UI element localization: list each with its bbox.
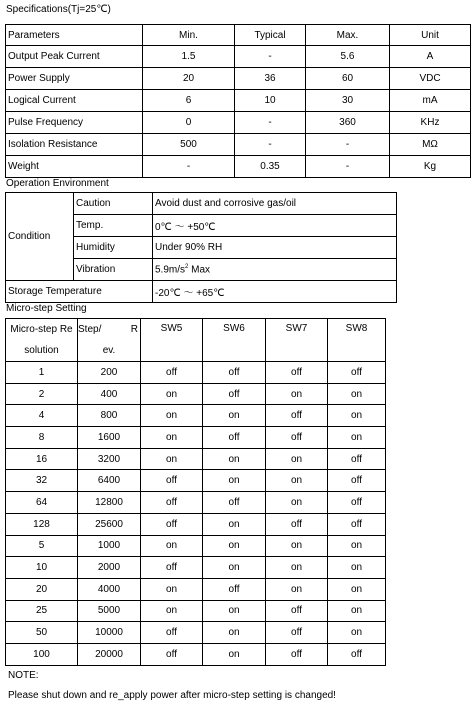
env-title: Operation Environment <box>6 178 109 189</box>
micro-cell: off <box>328 448 386 470</box>
env-row-value: Under 90% RH <box>153 237 397 259</box>
micro-cell: off <box>266 643 328 665</box>
micro-row <box>6 492 386 514</box>
micro-cell: on <box>141 405 203 427</box>
micro-cell: 4000 <box>78 578 141 600</box>
env-row-label: Caution <box>74 193 153 215</box>
micro-table <box>5 318 386 666</box>
micro-header-resolution <box>6 319 78 362</box>
env-row-value: Avoid dust and corrosive gas/oil <box>153 193 397 215</box>
micro-cell: 6400 <box>78 470 141 492</box>
micro-cell: on <box>203 405 266 427</box>
micro-row <box>6 513 386 535</box>
micro-cell: off <box>141 362 203 384</box>
spec-header-min: Min. <box>143 25 235 46</box>
env-table <box>5 192 397 303</box>
micro-header-step: Step/ <box>78 324 102 335</box>
micro-header-sw7: SW7 <box>266 319 328 362</box>
micro-cell: on <box>141 427 203 449</box>
spec-header-max: Max. <box>306 25 390 46</box>
spec-cell: Power Supply <box>6 68 143 90</box>
note-label: NOTE: <box>8 670 39 681</box>
micro-cell: on <box>266 470 328 492</box>
spec-cell: Weight <box>6 156 143 178</box>
spec-cell: mA <box>390 90 471 112</box>
micro-cell: on <box>266 448 328 470</box>
micro-cell: on <box>141 600 203 622</box>
micro-cell: on <box>141 535 203 557</box>
vibration-value: 5.9m/s <box>155 264 186 276</box>
micro-cell: off <box>328 470 386 492</box>
env-storage-row <box>6 281 397 303</box>
micro-cell: 100 <box>6 643 78 665</box>
micro-header-sw5: SW5 <box>141 319 203 362</box>
spec-cell: 5.6 <box>306 46 390 68</box>
env-row-label: Vibration <box>74 259 153 281</box>
micro-row <box>6 470 386 492</box>
spec-cell: MΩ <box>390 134 471 156</box>
micro-cell: off <box>266 362 328 384</box>
micro-cell: on <box>266 492 328 514</box>
micro-cell: off <box>141 622 203 644</box>
env-row-label: Temp. <box>74 215 153 237</box>
spec-cell: 0.35 <box>235 156 306 178</box>
micro-cell: off <box>141 470 203 492</box>
micro-cell: off <box>141 513 203 535</box>
micro-cell: off <box>328 492 386 514</box>
micro-cell: 200 <box>78 362 141 384</box>
spec-cell: - <box>306 156 390 178</box>
note-text: Please shut down and re_apply power after micro-step setting is changed! <box>8 690 336 701</box>
micro-row <box>6 600 386 622</box>
spec-row <box>6 112 471 134</box>
micro-cell: on <box>328 578 386 600</box>
micro-cell: on <box>141 383 203 405</box>
micro-cell: 64 <box>6 492 78 514</box>
micro-header-sw6: SW6 <box>203 319 266 362</box>
spec-cell: 36 <box>235 68 306 90</box>
micro-cell: off <box>266 405 328 427</box>
micro-cell: 8 <box>6 427 78 449</box>
micro-cell: 50 <box>6 622 78 644</box>
micro-cell: 2 <box>6 383 78 405</box>
spec-cell: - <box>235 46 306 68</box>
spec-cell: Isolation Resistance <box>6 134 143 156</box>
micro-cell: off <box>203 362 266 384</box>
spec-cell: 360 <box>306 112 390 134</box>
micro-header-resolution-line1: Micro-step Re <box>10 324 73 335</box>
micro-header-resolution-line2: solution <box>24 345 59 356</box>
micro-header-r: R <box>130 324 138 335</box>
spec-cell: 20 <box>143 68 235 90</box>
micro-cell: 3200 <box>78 448 141 470</box>
micro-cell: on <box>203 535 266 557</box>
micro-cell: on <box>203 643 266 665</box>
spec-cell: - <box>143 156 235 178</box>
micro-cell: on <box>141 578 203 600</box>
env-condition-label: Condition <box>6 193 74 281</box>
spec-header-typical: Typical <box>235 25 306 46</box>
micro-cell: on <box>266 535 328 557</box>
micro-cell: off <box>203 383 266 405</box>
micro-cell: 128 <box>6 513 78 535</box>
spec-header-parameters: Parameters <box>6 25 143 46</box>
micro-cell: on <box>328 557 386 579</box>
spec-cell: KHz <box>390 112 471 134</box>
spec-cell: 10 <box>235 90 306 112</box>
micro-cell: off <box>203 492 266 514</box>
micro-cell: 1600 <box>78 427 141 449</box>
micro-cell: on <box>203 600 266 622</box>
micro-cell: on <box>203 622 266 644</box>
spec-cell: - <box>235 134 306 156</box>
micro-cell: 16 <box>6 448 78 470</box>
env-row-label: Humidity <box>74 237 153 259</box>
spec-cell: Pulse Frequency <box>6 112 143 134</box>
micro-cell: 400 <box>78 383 141 405</box>
spec-row <box>6 46 471 68</box>
micro-cell: on <box>328 600 386 622</box>
micro-cell: on <box>266 578 328 600</box>
micro-row <box>6 405 386 427</box>
micro-cell: 1 <box>6 362 78 384</box>
micro-cell: off <box>328 362 386 384</box>
spec-header-unit: Unit <box>390 25 471 46</box>
micro-cell: off <box>266 622 328 644</box>
spec-cell: Output Peak Current <box>6 46 143 68</box>
micro-cell: 32 <box>6 470 78 492</box>
micro-cell: on <box>203 513 266 535</box>
micro-cell: off <box>266 513 328 535</box>
micro-cell: 5000 <box>78 600 141 622</box>
micro-cell: 20 <box>6 578 78 600</box>
micro-header-steprev <box>78 319 141 362</box>
micro-row <box>6 622 386 644</box>
micro-cell: off <box>328 513 386 535</box>
micro-header-steprev-line1 <box>78 319 140 340</box>
micro-cell: 800 <box>78 405 141 427</box>
micro-cell: off <box>328 643 386 665</box>
env-row <box>6 193 397 215</box>
micro-row <box>6 578 386 600</box>
micro-cell: on <box>203 557 266 579</box>
spec-row <box>6 134 471 156</box>
micro-row <box>6 448 386 470</box>
micro-cell: on <box>203 470 266 492</box>
micro-cell: 5 <box>6 535 78 557</box>
spec-cell: 1.5 <box>143 46 235 68</box>
micro-cell: on <box>266 557 328 579</box>
spec-row <box>6 68 471 90</box>
spec-cell: 500 <box>143 134 235 156</box>
spec-cell: Kg <box>390 156 471 178</box>
micro-cell: on <box>328 427 386 449</box>
micro-cell: off <box>141 643 203 665</box>
vibration-exponent: 2 <box>185 263 189 270</box>
spec-cell: 6 <box>143 90 235 112</box>
micro-row <box>6 643 386 665</box>
micro-cell: on <box>328 622 386 644</box>
micro-title: Micro-step Setting <box>6 303 87 314</box>
micro-cell: off <box>266 600 328 622</box>
micro-cell: 2000 <box>78 557 141 579</box>
micro-cell: off <box>141 557 203 579</box>
micro-cell: 25600 <box>78 513 141 535</box>
micro-cell: off <box>203 578 266 600</box>
env-row-value: 0℃ ～ +50℃ <box>153 215 397 237</box>
micro-cell: 10000 <box>78 622 141 644</box>
micro-cell: off <box>141 492 203 514</box>
micro-cell: 12800 <box>78 492 141 514</box>
micro-header-row <box>6 319 386 362</box>
micro-header-sw8: SW8 <box>328 319 386 362</box>
micro-row <box>6 362 386 384</box>
spec-cell: 0 <box>143 112 235 134</box>
micro-cell: 10 <box>6 557 78 579</box>
micro-cell: 20000 <box>78 643 141 665</box>
spec-cell: 30 <box>306 90 390 112</box>
spec-header-row <box>6 25 471 46</box>
micro-cell: 25 <box>6 600 78 622</box>
micro-row <box>6 383 386 405</box>
micro-cell: on <box>328 535 386 557</box>
spec-cell: Logical Current <box>6 90 143 112</box>
micro-cell: on <box>141 448 203 470</box>
micro-body <box>6 362 386 666</box>
spec-cell: - <box>235 112 306 134</box>
spec-cell: VDC <box>390 68 471 90</box>
spec-table <box>5 24 471 178</box>
micro-cell: off <box>203 427 266 449</box>
micro-cell: 4 <box>6 405 78 427</box>
micro-header-rev: ev. <box>102 345 116 356</box>
micro-cell: on <box>203 448 266 470</box>
micro-row <box>6 427 386 449</box>
micro-row <box>6 535 386 557</box>
micro-row <box>6 557 386 579</box>
spec-cell: - <box>306 134 390 156</box>
vibration-suffix: Max <box>188 264 211 276</box>
spec-cell: 60 <box>306 68 390 90</box>
micro-cell: 1000 <box>78 535 141 557</box>
env-storage-value: -20℃ ～ +65℃ <box>153 281 397 303</box>
spec-row <box>6 90 471 112</box>
spec-row <box>6 156 471 178</box>
micro-cell: on <box>328 405 386 427</box>
spec-cell: A <box>390 46 471 68</box>
env-storage-label: Storage Temperature <box>6 281 153 303</box>
micro-cell: on <box>266 383 328 405</box>
spec-title: Specifications(Tj=25℃) <box>6 4 111 15</box>
micro-cell: on <box>328 383 386 405</box>
micro-cell: off <box>266 427 328 449</box>
env-row-value <box>153 259 397 281</box>
